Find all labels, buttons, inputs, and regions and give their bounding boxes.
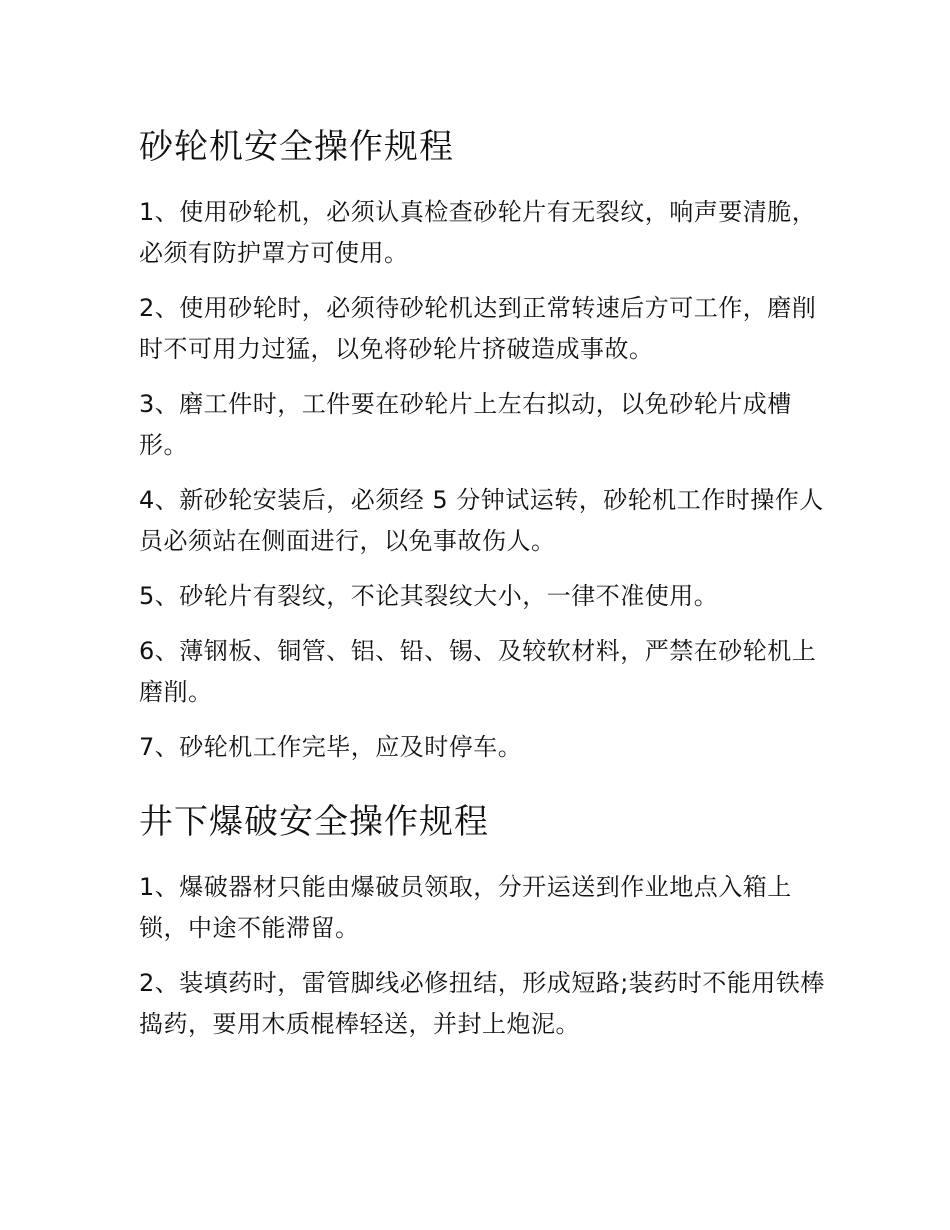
grinder-rule-2: 2、使用砂轮时，必须待砂轮机达到正常转速后方可工作，磨削时不可用力过猛，以免将砂轮片挤破造成事故。 [139, 294, 817, 363]
section-title-blasting: 井下爆破安全操作规程 [139, 802, 489, 842]
section-title-grinder: 砂轮机安全操作规程 [139, 127, 454, 167]
blasting-rule-2: 2、装填药时，雷管脚线必修扭结，形成短路;装药时不能用铁棒捣药，要用木质棍棒轻送，并封上炮泥。 [139, 969, 825, 1038]
grinder-rule-1: 1、使用砂轮机，必须认真检查砂轮片有无裂纹，响声要清脆，必须有防护罩方可使用。 [139, 198, 817, 267]
grinder-rule-7: 7、砂轮机工作完毕，应及时停车。 [139, 733, 523, 761]
blasting-rule-1: 1、爆破器材只能由爆破员领取，分开运送到作业地点入箱上锁，中途不能滞留。 [139, 873, 792, 942]
grinder-rule-4: 4、新砂轮安装后，必须经 5 分钟试运转，砂轮机工作时操作人员必须站在侧面进行，以免事故伤人。 [139, 486, 824, 555]
grinder-rule-3: 3、磨工件时，工件要在砂轮片上左右拟动，以免砂轮片成槽形。 [139, 390, 792, 459]
document-page [139, 118, 839, 1045]
grinder-rule-6: 6、薄钢板、铜管、铝、铅、锡、及较软材料，严禁在砂轮机上磨削。 [139, 637, 817, 706]
grinder-rule-5: 5、砂轮片有裂纹，不论其裂纹大小，一律不准使用。 [139, 582, 719, 610]
